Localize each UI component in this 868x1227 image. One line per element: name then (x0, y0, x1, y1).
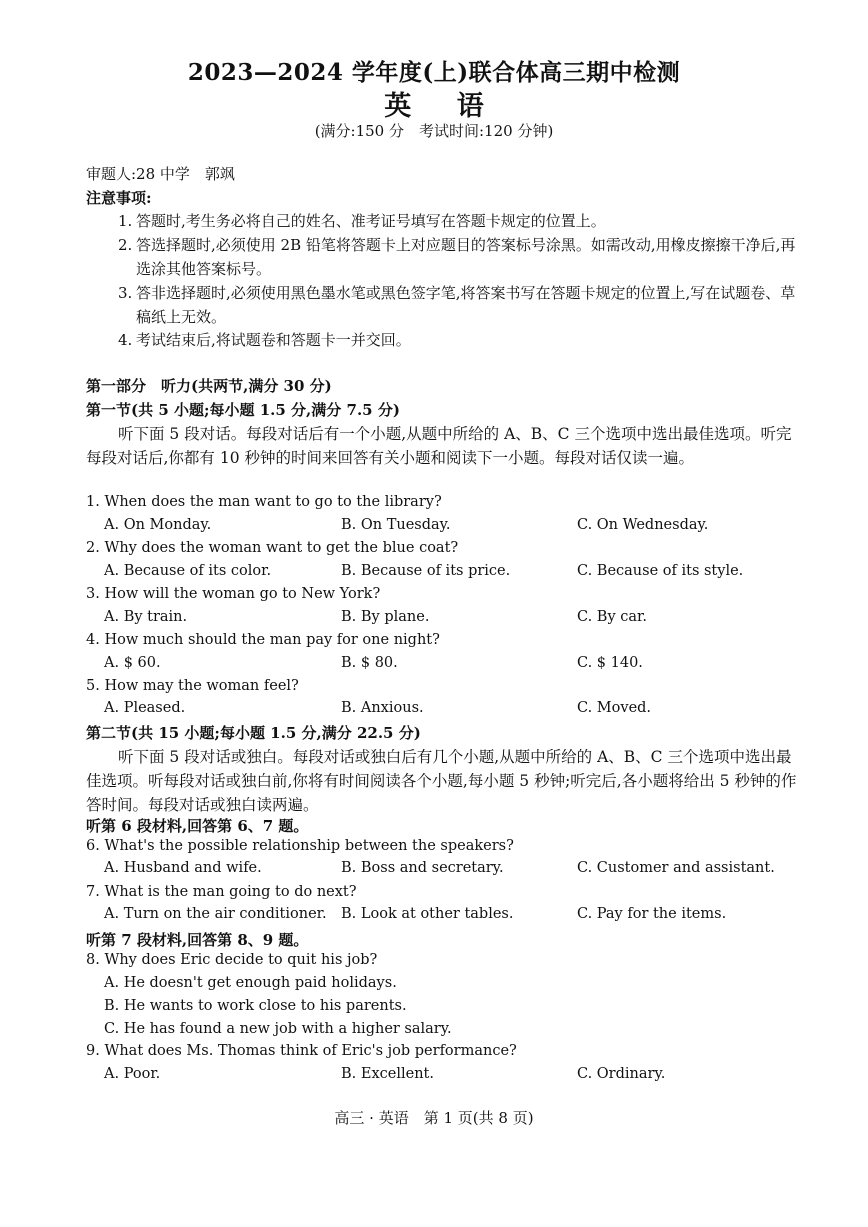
part-one-title: 第一部分 听力(共两节,满分 30 分) (86, 377, 332, 395)
question-stem: 5. How may the woman feel? (86, 678, 299, 694)
question-stem: 1. When does the man want to go to the library? (86, 494, 442, 510)
option-a: A. Turn on the air conditioner. (104, 906, 327, 922)
score-time-line: (满分:150 分 考试时间:120 分钟) (314, 122, 554, 140)
option-b: B. $ 80. (341, 655, 398, 671)
option-b: B. On Tuesday. (341, 517, 451, 533)
notice-item-text: 考试结束后,将试题卷和答题卡一并交回。 (136, 331, 411, 349)
question-stem: 8. Why does Eric decide to quit his job? (86, 952, 378, 968)
notice-item-number: 4. (118, 331, 133, 349)
option-a: A. Because of its color. (104, 563, 272, 579)
question-stem: 6. What's the possible relationship between the speakers? (86, 838, 514, 854)
option-b: B. Because of its price. (341, 563, 511, 579)
option-a: A. By train. (104, 609, 188, 625)
section-two-title: 第二节(共 15 小题;每小题 1.5 分,满分 22.5 分) (86, 724, 421, 742)
material-six-label: 听第 6 段材料,回答第 6、7 题。 (86, 817, 309, 835)
option-b: B. Boss and secretary. (341, 860, 504, 876)
exam-title: 2023—2024 学年度(上)联合体高三期中检测 (187, 59, 681, 86)
option-a: A. Poor. (104, 1066, 161, 1082)
notice-item-number: 3. (118, 284, 133, 302)
notice-title: 注意事项: (86, 189, 152, 207)
reviewer-line: 审题人:28 中学 郭飒 (86, 165, 235, 183)
option-c: C. Ordinary. (577, 1066, 666, 1082)
option-c: C. On Wednesday. (577, 517, 709, 533)
option-a: A. Pleased. (104, 700, 186, 716)
notice-item-number: 2. (118, 236, 133, 254)
option-c: C. Pay for the items. (577, 906, 727, 922)
option-b: B. Excellent. (341, 1066, 434, 1082)
option-c: C. By car. (577, 609, 647, 625)
subject-title: 英 语 (384, 91, 502, 122)
section-two-instruction: 听下面 5 段对话或独白。每段对话或独白后有几个小题,从题中所给的 A、B、C 三个选项中选出最佳选项。听每段对话或独白前,你将有时间阅读各个小题,每小题 5 秒钟;听完后,各小题将给出 5 秒钟的作答时间。每段对话或独白读两遍。 (86, 748, 797, 814)
option-a: A. $ 60. (104, 655, 161, 671)
section-one-title: 第一节(共 5 小题;每小题 1.5 分,满分 7.5 分) (86, 401, 400, 419)
option-c: C. Because of its style. (577, 563, 744, 579)
option-c: C. $ 140. (577, 655, 643, 671)
option-b: B. By plane. (341, 609, 430, 625)
option-c: C. Customer and assistant. (577, 860, 775, 876)
question-stem: 4. How much should the man pay for one night? (86, 632, 440, 648)
question-stem: 9. What does Ms. Thomas think of Eric's job performance? (86, 1043, 517, 1059)
option-c: C. He has found a new job with a higher salary. (104, 1021, 452, 1037)
option-a: A. He doesn't get enough paid holidays. (104, 975, 397, 991)
option-a: A. On Monday. (104, 517, 212, 533)
notice-item-text: 答非选择题时,必须使用黑色墨水笔或黑色签字笔,将答案书写在答题卡规定的位置上,写在试题卷、草稿纸上无效。 (136, 284, 796, 326)
question-stem: 3. How will the woman go to New York? (86, 586, 381, 602)
material-seven-label: 听第 7 段材料,回答第 8、9 题。 (86, 931, 309, 949)
notice-item-number: 1. (118, 212, 133, 230)
option-b: B. Look at other tables. (341, 906, 514, 922)
page-footer: 高三 · 英语 第 1 页(共 8 页) (334, 1109, 534, 1127)
section-one-instruction: 听下面 5 段对话。每段对话后有一个小题,从题中所给的 A、B、C 三个选项中选出最佳选项。听完每段对话后,你都有 10 秒钟的时间来回答有关小题和阅读下一小题。每段对话仅读一遍。 (86, 425, 792, 467)
notice-item-text: 答选择题时,必须使用 2B 铅笔将答题卡上对应题目的答案标号涂黑。如需改动,用橡皮擦擦干净后,再选涂其他答案标号。 (136, 236, 796, 278)
question-stem: 7. What is the man going to do next? (86, 884, 357, 900)
question-stem: 2. Why does the woman want to get the blue coat? (86, 540, 459, 556)
option-c: C. Moved. (577, 700, 652, 716)
option-b: B. He wants to work close to his parents. (104, 998, 407, 1014)
option-a: A. Husband and wife. (104, 860, 262, 876)
option-b: B. Anxious. (341, 700, 424, 716)
notice-item-text: 答题时,考生务必将自己的姓名、准考证号填写在答题卡规定的位置上。 (136, 212, 606, 230)
